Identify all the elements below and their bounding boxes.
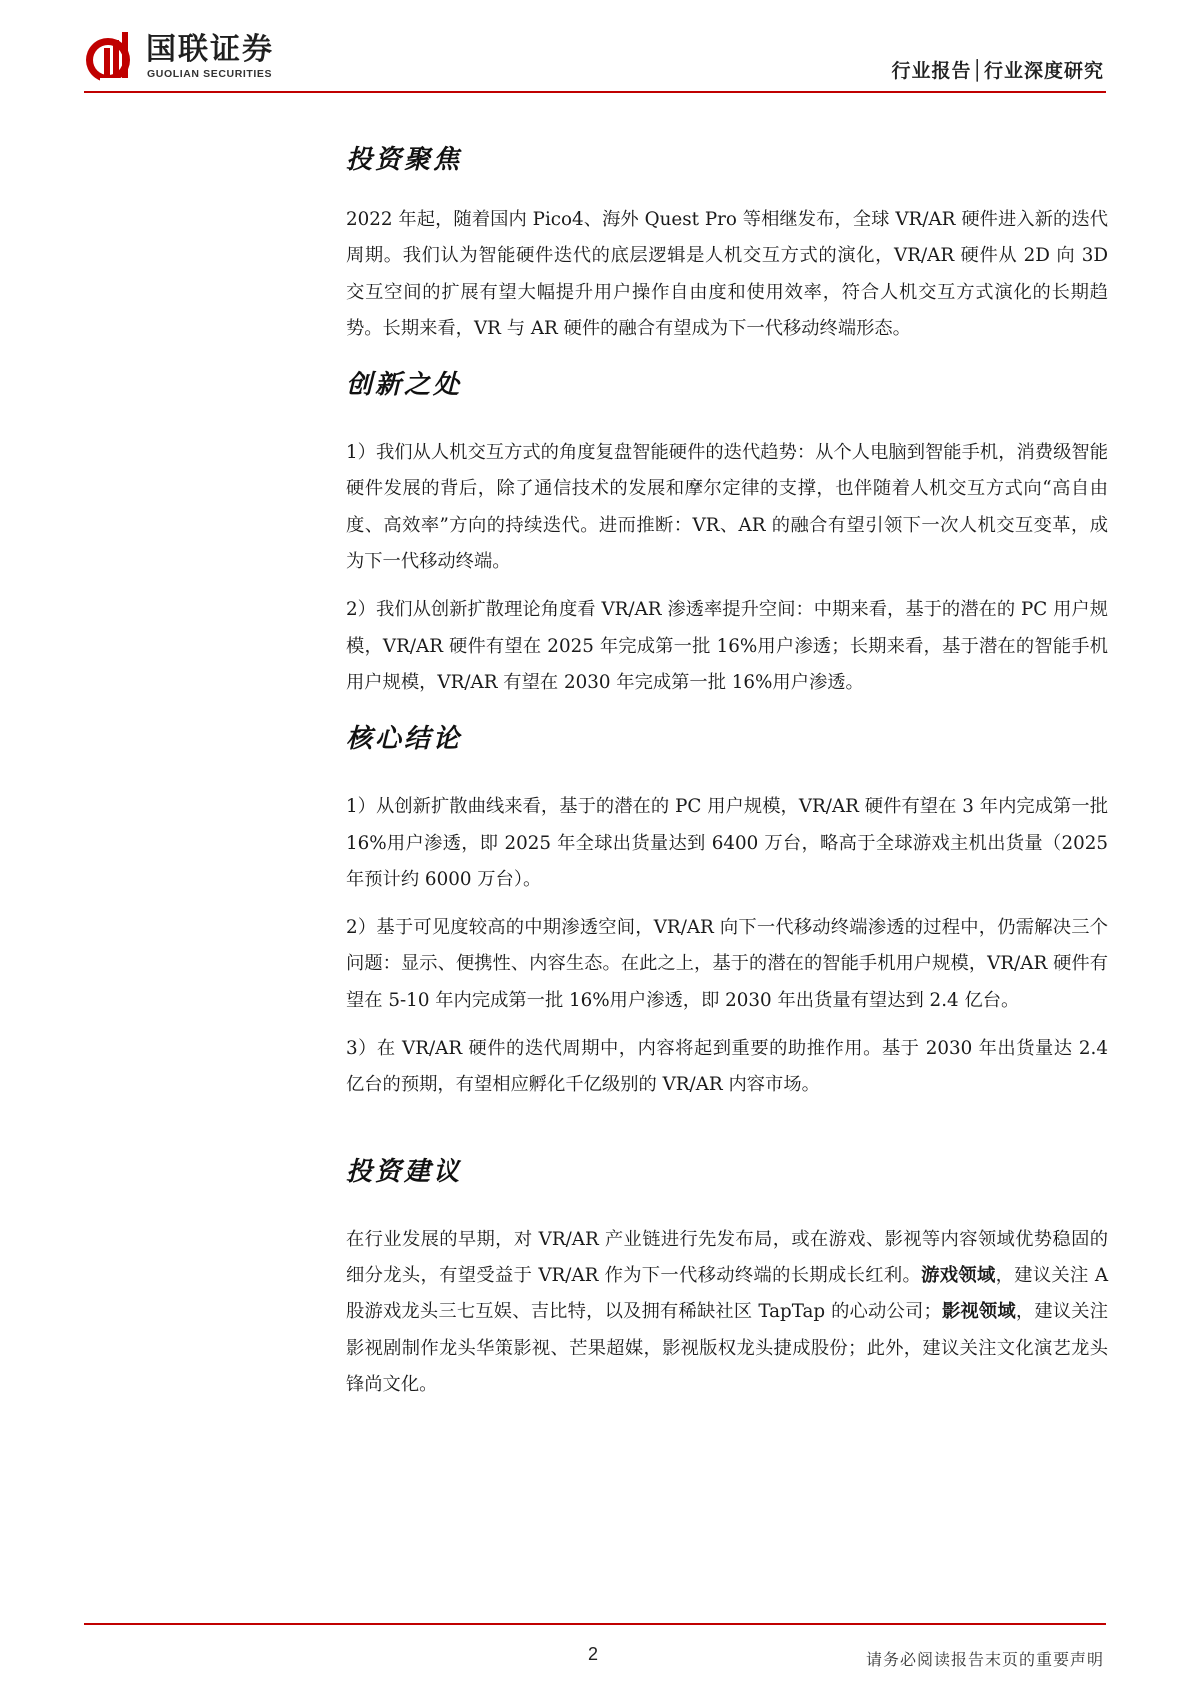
paragraph: 1）我们从人机交互方式的角度复盘智能硬件的迭代趋势：从个人电脑到智能手机，消费级智能硬件发展的背后，除了通信技术的发展和摩尔定律的支撑，也伴随着人机交互方式向“高自由度、高效率”方向的持续迭代。进而推断：VR、AR 的融合有望引领下一次人机交互变革，成为下一代移动终端。	[346, 442, 1108, 573]
advice-text: ，建议关注 A 股游戏龙头三七互娱、吉比特，以及拥有稀缺社区 TapTap 的心动公司；	[346, 1264, 1109, 1323]
advice-text: 在行业发展的早期，对 VR/AR 产业链进行先发布局，或在游戏、影视等内容领域优势稳固的细分龙头，有望受益于 VR/AR 作为下一代移动终端的长期成长红利。	[346, 1228, 1108, 1286]
paragraph: 2）基于可见度较高的中期渗透空间，VR/AR 向下一代移动终端渗透的过程中，仍需解决三个问题：显示、便携性、内容生态。在此之上，基于的潜在的智能手机用户规模，VR/AR 硬件有望在 5-10 年内完成第一批 16%用户渗透，即 2030 年出货量有望达到 2.4 亿台。	[346, 917, 1108, 1011]
paragraph	[346, 1222, 1108, 1403]
guolian-logo-icon	[84, 30, 140, 86]
report-body	[346, 140, 1108, 1403]
section-title-advice: 投资建议	[346, 1156, 463, 1187]
logo-english-name: GUOLIAN SECURITIES	[147, 68, 273, 80]
section-title-focus: 投资聚焦	[346, 145, 463, 175]
paragraph: 1）从创新扩散曲线来看，基于的潜在的 PC 用户规模，VR/AR 硬件有望在 3 年内完成第一批 16%用户渗透，即 2025 年全球出货量达到 6400 万台，略高于全球游戏主机出货量（2025 年预计约 6000 万台）。	[346, 796, 1108, 890]
footer-divider	[84, 1623, 1106, 1625]
page-number: 2	[588, 1644, 599, 1664]
header-divider	[84, 91, 1106, 93]
section-title-innovation: 创新之处	[346, 370, 463, 401]
section-title-conclusion: 核心结论	[346, 724, 463, 755]
advice-text: ，建议关注影视剧制作龙头华策影视、芒果超媒，影视版权龙头捷成股份；此外，建议关注文化演艺龙头锋尚文化。	[346, 1301, 1109, 1395]
report-type-label: 行业报告│行业深度研究	[891, 60, 1104, 82]
paragraph: 2）我们从创新扩散理论角度看 VR/AR 渗透率提升空间：中期来看，基于的潜在的 PC 用户规模，VR/AR 硬件有望在 2025 年完成第一批 16%用户渗透；长期来看，基于潜在的智能手机用户规模，VR/AR 有望在 2030 年完成第一批 16%用户渗透。	[346, 599, 1108, 693]
paragraph: 3）在 VR/AR 硬件的迭代周期中，内容将起到重要的助推作用。基于 2030 年出货量达 2.4 亿台的预期，有望相应孵化千亿级别的 VR/AR 内容市场。	[346, 1038, 1108, 1096]
logo-chinese-name: 国联证券	[146, 32, 274, 67]
company-logo	[84, 30, 304, 86]
paragraph: 2022 年起，随着国内 Pico4、海外 Quest Pro 等相继发布，全球 VR/AR 硬件进入新的迭代周期。我们认为智能硬件迭代的底层逻辑是人机交互方式的演化，VR/AR 硬件从 2D 向 3D 交互空间的扩展有望大幅提升用户操作自由度和使用效率，符合人机交互方式演化的长期趋势。长期来看，VR 与 AR 硬件的融合有望成为下一代移动终端形态。	[346, 209, 1108, 339]
advice-bold-film: 影视领域	[941, 1301, 1016, 1323]
advice-bold-games: 游戏领域	[921, 1264, 996, 1286]
footer-disclaimer: 请务必阅读报告末页的重要声明	[865, 1650, 1104, 1669]
